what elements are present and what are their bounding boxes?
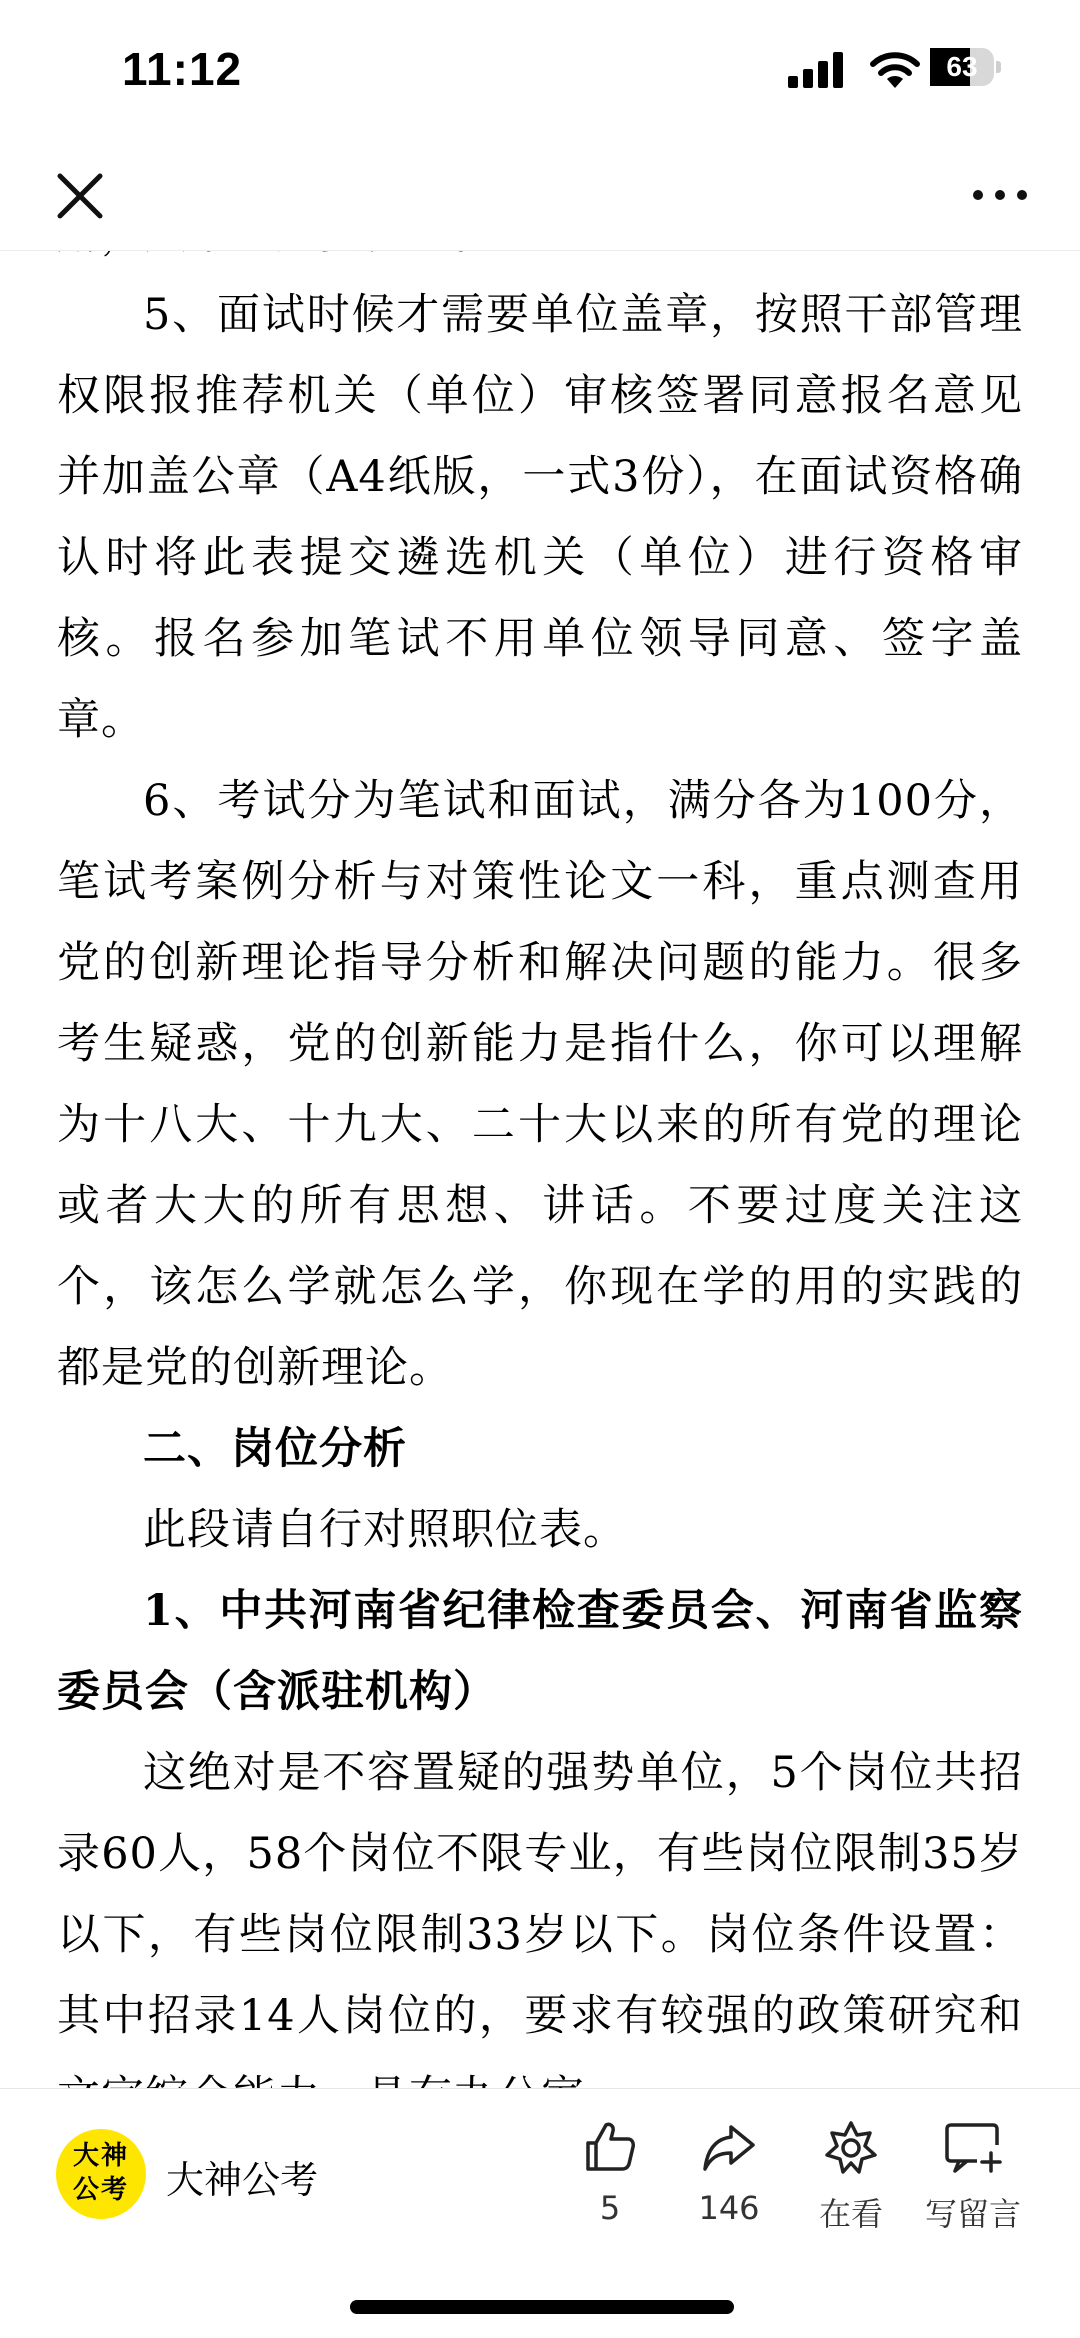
article-body [0, 251, 1080, 2087]
watching-flower-icon [823, 2119, 879, 2175]
watching-button[interactable] [796, 2119, 906, 2235]
logo-text-line1: 大神 [72, 2141, 129, 2171]
home-indicator[interactable] [350, 2300, 734, 2314]
comment-label: 写留言 [924, 2195, 1021, 2233]
article-paragraph: 6、考试分为笔试和面试，满分各为100分，笔试考案例分析与对策性论文一科，重点测查用党的创新理论指导分析和解决问题的能力。很多考生疑惑，党的创新能力是指什么，你可以理解为十八大、十九大、二十大以来的所有党的理论或者大大的所有思想、讲话。不要过度关注这个，该怎么学就怎么学，你现在学的用的实践的都是党的创新理论。 [57, 776, 1023, 1393]
status-time: 11:12 [122, 43, 243, 95]
like-button[interactable] [555, 2119, 665, 2227]
subsection-heading: 1、中共河南省纪律检查委员会、河南省监察委员会（含派驻机构） [57, 1586, 1023, 1717]
more-icon[interactable] [970, 180, 1030, 210]
comment-button[interactable] [918, 2119, 1028, 2235]
thumbs-up-icon [582, 2119, 638, 2175]
account-avatar[interactable] [56, 2129, 146, 2219]
article-paragraph: 5、面试时候才需要单位盖章，按照干部管理权限报推荐机关（单位）审核签署同意报名意见并加盖公章（A4纸版，一式3份），在面试资格确认时将此表提交遴选机关（单位）进行资格审核。报名参加笔试不用单位领导同意、签字盖章。 [57, 290, 1023, 745]
wifi-icon [868, 50, 922, 90]
share-button[interactable] [674, 2119, 784, 2227]
article-paragraph: 此段请自行对照职位表。 [143, 1505, 627, 1555]
share-count: 146 [698, 2189, 760, 2227]
battery-level: 63 [946, 51, 978, 82]
battery-icon [930, 48, 1002, 88]
like-count: 5 [599, 2189, 621, 2227]
share-arrow-icon [701, 2119, 757, 2175]
nav-bar [0, 140, 1080, 251]
account-name[interactable]: 大神公考 [166, 2158, 319, 2202]
article-paragraph: 这绝对是不容置疑的强势单位，5个岗位共招录60人，58个岗位不限专业，有些岗位限制35岁以下，有些岗位限制33岁以下。岗位条件设置：其中招录14人岗位的，要求有较强的政策研究和 [57, 1748, 1023, 2041]
write-comment-icon [943, 2119, 1003, 2175]
section-heading: 二、岗位分析 [143, 1424, 407, 1474]
cellular-signal-icon [788, 52, 848, 88]
logo-text-line2: 公考 [72, 2175, 129, 2205]
status-bar [0, 0, 1080, 140]
watching-label: 在看 [818, 2195, 883, 2233]
close-icon[interactable] [50, 166, 110, 226]
